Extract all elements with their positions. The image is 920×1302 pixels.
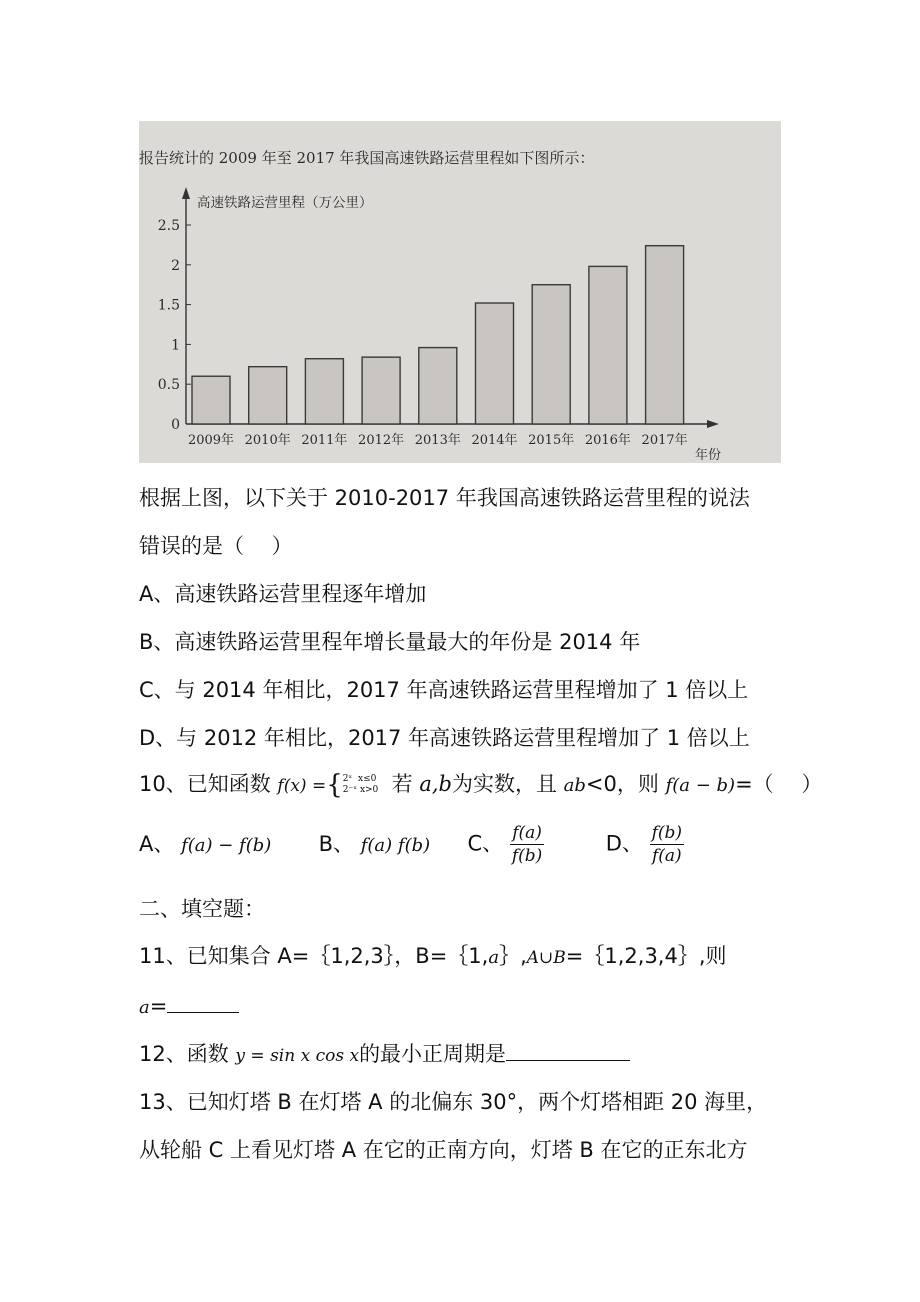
case2-cond: x>0 <box>359 785 379 795</box>
q10-c-numerator: f(a) <box>510 822 544 845</box>
q10-b-expr: f(a) f(b) <box>360 834 431 856</box>
q10-ab2: ab <box>563 775 586 796</box>
x-tick-label: 2013年 <box>414 433 461 448</box>
q10-prefix: 10、已知函数 <box>139 772 271 796</box>
q10-option-c <box>468 822 545 867</box>
q11-line1 <box>139 941 727 973</box>
q11-a2: a <box>139 997 150 1018</box>
bar-2015年 <box>532 285 570 424</box>
bar-2017年 <box>646 246 684 424</box>
x-tick-label: 2009年 <box>187 433 235 448</box>
y-tick-label: 0 <box>171 417 180 433</box>
q12-expr: y = sin x cos x <box>235 1046 360 1066</box>
x-tick-label: 2012年 <box>358 433 405 448</box>
q10-option-a <box>139 829 271 861</box>
q11-answer-blank[interactable] <box>167 992 239 1013</box>
bar-2014年 <box>476 303 514 424</box>
q12-prefix: 12、函数 <box>139 1042 229 1066</box>
y-tick-label: 1.5 <box>157 297 180 314</box>
q10-suffix: =（ ） <box>735 772 823 796</box>
q9-option-b: B、高速铁路运营里程年增长量最大的年份是 2014 年 <box>139 630 641 654</box>
q10-option-b <box>319 829 431 861</box>
q10-a-label: A、 <box>139 831 175 856</box>
q11-line2 <box>139 991 239 1023</box>
q10-options <box>139 822 684 867</box>
bar-2016年 <box>589 266 627 424</box>
q9-option-c: C、与 2014 年相比，2017 年高速铁路运营里程增加了 1 倍以上 <box>139 678 749 702</box>
q12-suffix: 的最小正周期是 <box>359 1042 507 1066</box>
x-axis-arrow <box>707 420 719 428</box>
y-axis-label: 高速铁路运营里程（万公里） <box>197 195 373 211</box>
bar-2013年 <box>419 348 457 424</box>
q11-part2: ｝, <box>499 944 527 968</box>
bar-2011年 <box>305 359 343 424</box>
chart-photo <box>139 121 781 463</box>
y-tick-label: 2.5 <box>157 218 180 234</box>
bar-chart <box>139 121 781 463</box>
x-tick-label: 2017年 <box>641 433 688 448</box>
q9-option-a: A、高速铁路运营里程逐年增加 <box>139 582 427 606</box>
brace-symbol: { <box>326 770 343 800</box>
q13-line2: 从轮船 C 上看见灯塔 A 在它的正南方向，灯塔 B 在它的正东北方 <box>139 1138 748 1162</box>
x-tick-label: 2010年 <box>244 433 291 448</box>
q10-d-fraction <box>650 822 684 867</box>
q10-d-denominator: f(a) <box>651 846 682 866</box>
x-tick-label: 2015年 <box>528 433 575 448</box>
y-axis-arrow <box>182 187 190 199</box>
bar-2010年 <box>249 367 287 424</box>
q9-option-d: D、与 2012 年相比，2017 年高速铁路运营里程增加了 1 倍以上 <box>139 726 750 750</box>
q11-part3: =｛1,2,3,4｝,则 <box>565 944 727 968</box>
q10-mid1: 若 <box>391 772 413 796</box>
q9-stem-line1: 根据上图，以下关于 2010-2017 年我国高速铁路运营里程的说法 <box>139 486 750 510</box>
q10-mid3: <0，则 <box>585 772 659 796</box>
q10-c-fraction <box>510 822 544 867</box>
section-fill-in-title: 二、填空题： <box>139 897 265 921</box>
q10-d-numerator: f(b) <box>651 823 683 843</box>
bar-2012年 <box>362 357 400 424</box>
x-tick-label: 2011年 <box>301 433 348 448</box>
q10-ab: a,b <box>419 772 452 796</box>
piecewise-cases <box>343 774 379 796</box>
x-tick-label: 2016年 <box>584 433 631 448</box>
q10-option-d <box>606 822 684 867</box>
q10-fx: f(x) = <box>277 776 327 796</box>
q10-mid2: 为实数，且 <box>451 772 557 796</box>
case1-expr: 2ˣ <box>342 774 353 784</box>
q10-fab: f(a − b) <box>665 775 736 796</box>
q10-a-expr: f(a) − f(b) <box>181 834 272 856</box>
q9-stem-line2: 错误的是（ ） <box>139 534 293 558</box>
y-tick-label: 2 <box>171 257 180 274</box>
x-axis-label: 年份 <box>695 448 722 463</box>
x-tick-label: 2014年 <box>471 433 518 448</box>
q10-b-label: B、 <box>318 831 355 856</box>
y-tick-label: 1 <box>171 337 180 354</box>
q10-stem <box>139 769 822 801</box>
y-tick-label: 0.5 <box>157 377 180 394</box>
q13-line1: 13、已知灯塔 B 在灯塔 A 的北偏东 30°，两个灯塔相距 20 海里， <box>139 1090 768 1114</box>
q10-c-denominator: f(b) <box>511 846 543 866</box>
case1-cond: x≤0 <box>358 774 377 784</box>
q11-eq: = <box>149 994 168 1018</box>
q12-answer-blank[interactable] <box>506 1040 630 1061</box>
q11-a: a <box>488 947 500 968</box>
chart-caption: 报告统计的 2009 年至 2017 年我国高速铁路运营里程如下图所示： <box>139 149 595 167</box>
q11-union: A∪B <box>526 948 566 968</box>
q12-line <box>139 1039 630 1071</box>
q10-c-label: C、 <box>467 831 504 856</box>
q10-d-label: D、 <box>605 831 643 856</box>
case2-expr: 2⁻ˣ <box>342 785 358 795</box>
bar-2009年 <box>192 376 230 424</box>
q11-part1: 11、已知集合 A=｛1,2,3｝，B=｛1, <box>139 944 489 968</box>
